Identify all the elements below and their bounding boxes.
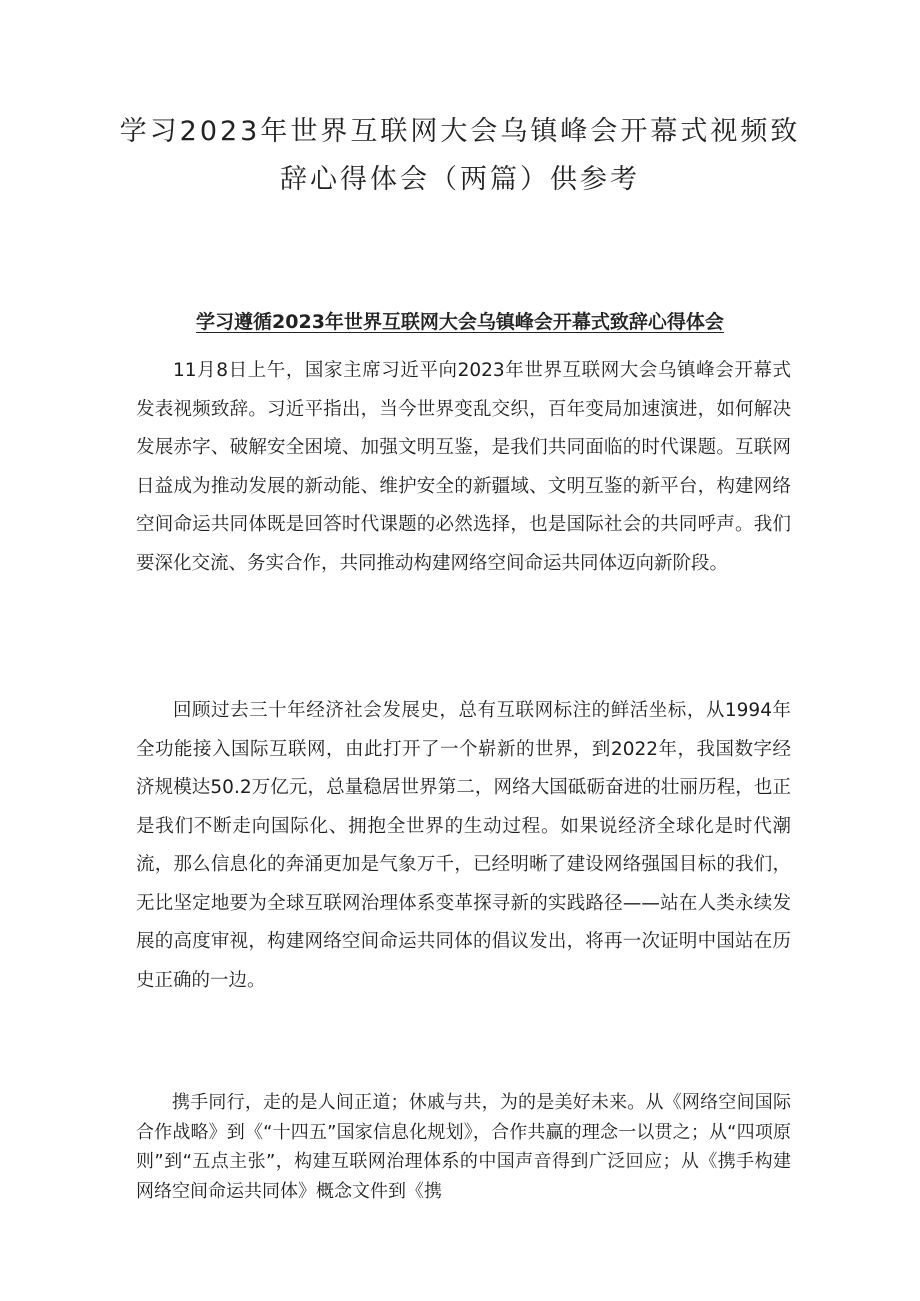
paragraph-block-1 [136, 352, 791, 583]
paragraph: 11月8日上午，国家主席习近平向2023年世界互联网大会乌镇峰会开幕式发表视频致辞。习近平指出，当今世界变乱交织，百年变局加速演进，如何解决发展赤字、破解安全困境、加强文明互鉴，是我们共同面临的时代课题。互联网日益成为推动发展的新动能、维护安全的新疆域、文明互鉴的新平台，构建网络空间命运共同体既是回答时代课题的必然选择，也是国际社会的共同呼声。我们要深化交流、务实合作，共同推动构建网络空间命运共同体迈向新阶段。 [136, 360, 791, 574]
title-line-1: 学习2023年世界互联网大会乌镇峰会开幕式视频致 [119, 116, 801, 147]
document-title [110, 108, 810, 204]
paragraph: 回顾过去三十年经济社会发展史，总有互联网标注的鲜活坐标，从1994年全功能接入国际互联网，由此打开了一个崭新的世界，到2022年，我国数字经济规模达50.2万亿元，总量稳居世界第二，网络大国砥砺奋进的壮丽历程，也正是我们不断走向国际化、拥抱全世界的生动过程。如果说经济全球化是时代潮流，那么信息化的奔涌更加是气象万千，已经明晰了建设网络强国目标的我们，无比坚定地要为全球互联网治理体系变革探寻新的实践路径——站在人类永续发展的高度审视，构建网络空间命运共同体的倡议发出，将再一次证明中国站在历史正确的一边。 [136, 700, 791, 991]
title-line-2: 辞心得体会（两篇）供参考 [280, 164, 640, 195]
section-heading: 学习遵循2023年世界互联网大会乌镇峰会开幕式致辞心得体会 [196, 311, 724, 333]
paragraph: 携手同行，走的是人间正道；休戚与共，为的是美好未来。从《网络空间国际合作战略》到《“十四五”国家信息化规划》，合作共赢的理念一以贯之；从“四项原则”到“五点主张”，构建互联网治理体系的中国声音得到广泛回应；从《携手构建网络空间命运共同体》概念文件到《携 [136, 1092, 791, 1202]
paragraph-block-2 [136, 692, 791, 1000]
paragraph-block-3 [136, 1088, 791, 1206]
